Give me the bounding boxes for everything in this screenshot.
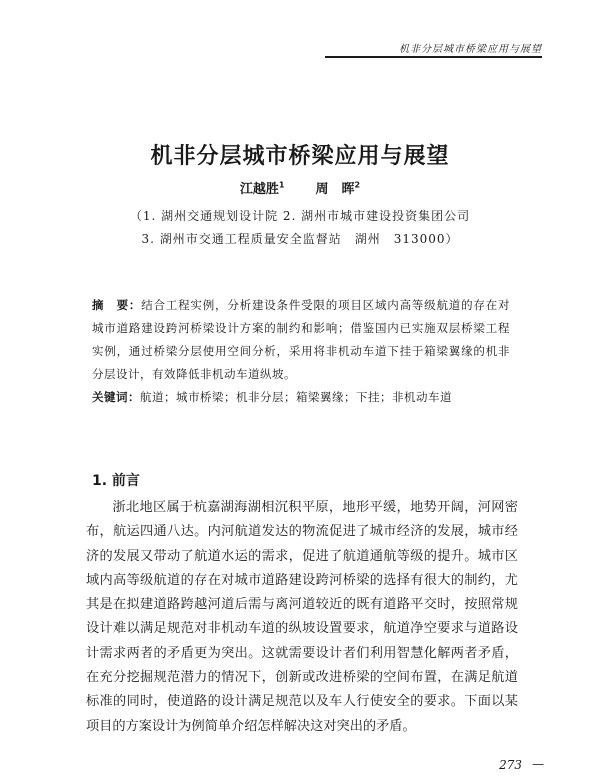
affiliation-mark: 1 xyxy=(278,180,285,190)
author-line xyxy=(0,178,600,197)
keywords-paragraph xyxy=(92,386,510,409)
page-number: 273 xyxy=(499,758,522,772)
header-rule xyxy=(325,56,542,58)
author-name: 江越胜 xyxy=(239,182,279,197)
page-number-dash: — xyxy=(532,757,544,771)
keywords-text: 航道；城市桥梁；机非分层；箱梁翼缘；下挂；非机动车道 xyxy=(140,390,452,404)
author-name: 周 晖 xyxy=(315,182,355,197)
body-paragraph: 浙北地区属于杭嘉湖海湖相沉积平原，地形平缓，地势开阔，河网密布，航运四通八达。内河航道发达的物流促进了城市经济的发展，城市经济的发展又带动了航道水运的需求，促进了航道通航等级的提升。城市区域内高等级航道的存在对城市道路建设跨河桥梁的选择有很大的制约，尤其是在拟建道路跨越河道后需与离河道较近的既有道路平交时，按照常规设计难以满足规范对非机动车道的纵坡设置要求，航道净空要求与道路设计需求两者的矛盾更为突出。这就需要设计者们利用智慧化解两者矛盾，在充分挖掘规范潜力的情况下，创新或改进桥梁的空间布置，在满足航道标准的同时，使道路的设计满足规范以及车人行使安全的要求。下面以某项目的方案设计为例简单介绍怎样解决这对突出的矛盾。 xyxy=(86,500,518,734)
abstract-label: 摘 要： xyxy=(92,298,142,312)
running-head: 机非分层城市桥梁应用与展望 xyxy=(399,44,542,55)
body-text xyxy=(86,496,518,739)
article-title: 机非分层城市桥梁应用与展望 xyxy=(150,143,450,169)
abstract-text: 结合工程实例，分析建设条件受限的项目区域内高等级航道的存在对城市道路建设跨河桥梁设计方案的制约和影响；借鉴国内已实施双层桥梁工程实例，通过桥梁分层使用空间分析，采用将非机动车道下挂于箱梁翼缘的机非分层设计，有效降低非机动车道纵坡。 xyxy=(92,298,511,381)
affiliation-line: （1. 湖州交通规划设计院 2. 湖州市城市建设投资集团公司 xyxy=(129,209,471,223)
section-heading: 1. 前言 xyxy=(92,472,140,489)
abstract-paragraph xyxy=(92,294,510,386)
keywords-label: 关键词： xyxy=(92,390,140,404)
affiliation-line: 3. 湖州市交通工程质量安全监督站 湖州 313000） xyxy=(141,232,459,246)
abstract-block xyxy=(92,294,510,409)
affiliation-mark: 2 xyxy=(354,180,361,190)
